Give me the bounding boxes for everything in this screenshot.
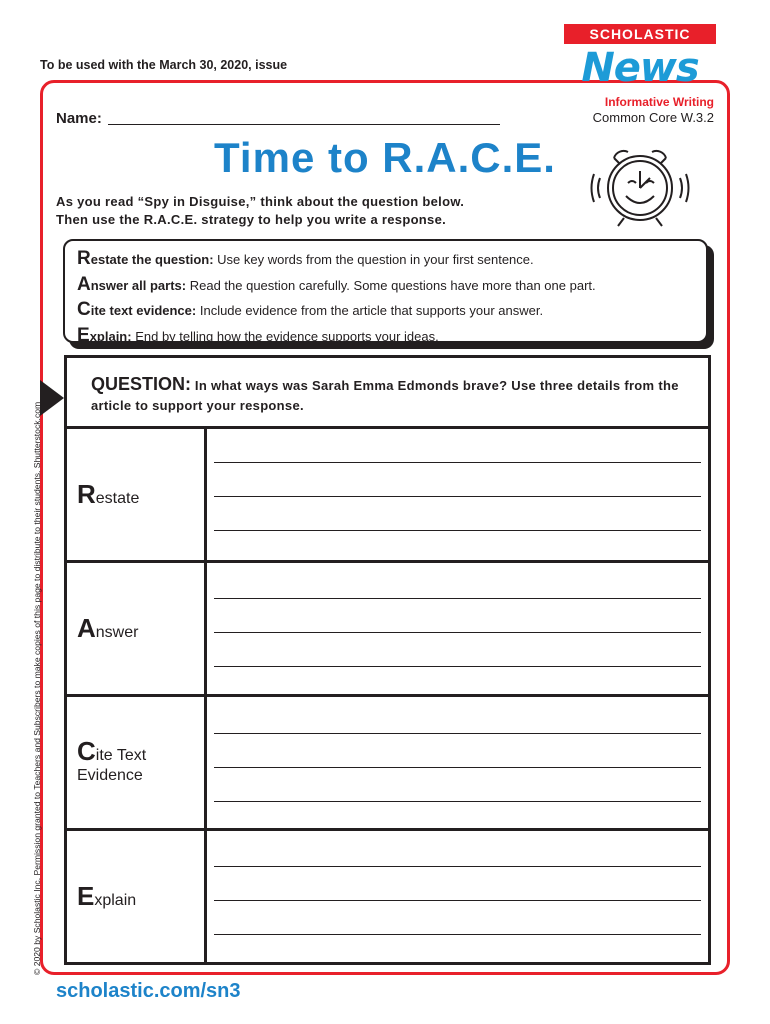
- logo-wordmark: SCHOLASTIC: [564, 24, 716, 44]
- website-link[interactable]: scholastic.com/sn3: [56, 980, 241, 1002]
- writing-line[interactable]: [214, 598, 701, 599]
- logo-news: News: [581, 45, 699, 91]
- name-line[interactable]: [108, 124, 500, 125]
- writing-line[interactable]: [214, 462, 701, 463]
- page-title: Time to R.A.C.E.: [214, 134, 556, 181]
- row-explain: [67, 828, 708, 962]
- step-cite: Cite text evidence: Include evidence from the article that supports your answer.: [77, 299, 544, 320]
- writing-line[interactable]: [214, 900, 701, 901]
- pointer-arrow-icon: [40, 380, 64, 416]
- row-label: Answer: [67, 563, 207, 694]
- writing-line[interactable]: [214, 767, 701, 768]
- row-label: Restate: [67, 429, 207, 560]
- row-label: Explain: [67, 831, 207, 962]
- copyright-credit: © 2020 by Scholastic Inc. Permission granted to Teachers and Subscribers to make copies of this page to distribute to their students. Shutterstock.com: [32, 401, 42, 975]
- standard-label: Common Core W.3.2: [592, 110, 714, 125]
- scholastic-news-logo: [560, 24, 720, 94]
- writing-line[interactable]: [214, 934, 701, 935]
- writing-line[interactable]: [214, 666, 701, 667]
- instructions-line-1: As you read “Spy in Disguise,” think about the question below.: [56, 194, 465, 209]
- step-answer: Answer all parts: Read the question carefully. Some questions have more than one part.: [77, 273, 596, 295]
- alarm-clock-icon: [590, 138, 690, 230]
- race-strategy-box: [63, 239, 708, 346]
- response-table: [64, 355, 711, 965]
- name-field[interactable]: [56, 110, 500, 127]
- question-prompt: QUESTION: In what ways was Sarah Emma Edmonds brave? Use three details from the article to support your response.: [91, 374, 679, 413]
- step-explain: Explain: End by telling how the evidence supports your ideas.: [77, 324, 439, 346]
- writing-line[interactable]: [214, 496, 701, 497]
- row-restate: [67, 426, 708, 560]
- row-label: Cite Text Evidence: [67, 697, 207, 828]
- writing-line[interactable]: [214, 632, 701, 633]
- writing-line[interactable]: [214, 801, 701, 802]
- row-cite-evidence: [67, 694, 708, 828]
- instructions-line-2: Then use the R.A.C.E. strategy to help you write a response.: [56, 212, 447, 227]
- writing-line[interactable]: [214, 530, 701, 531]
- writing-line[interactable]: [214, 733, 701, 734]
- instructions: [56, 193, 464, 229]
- category-label: Informative Writing: [604, 95, 714, 109]
- step-restate: Restate the question: Use key words from the question in your first sentence.: [77, 248, 534, 269]
- name-label: Name:: [56, 110, 102, 127]
- row-answer: [67, 560, 708, 694]
- writing-line[interactable]: [214, 866, 701, 867]
- issue-note: To be used with the March 30, 2020, issue: [40, 58, 288, 72]
